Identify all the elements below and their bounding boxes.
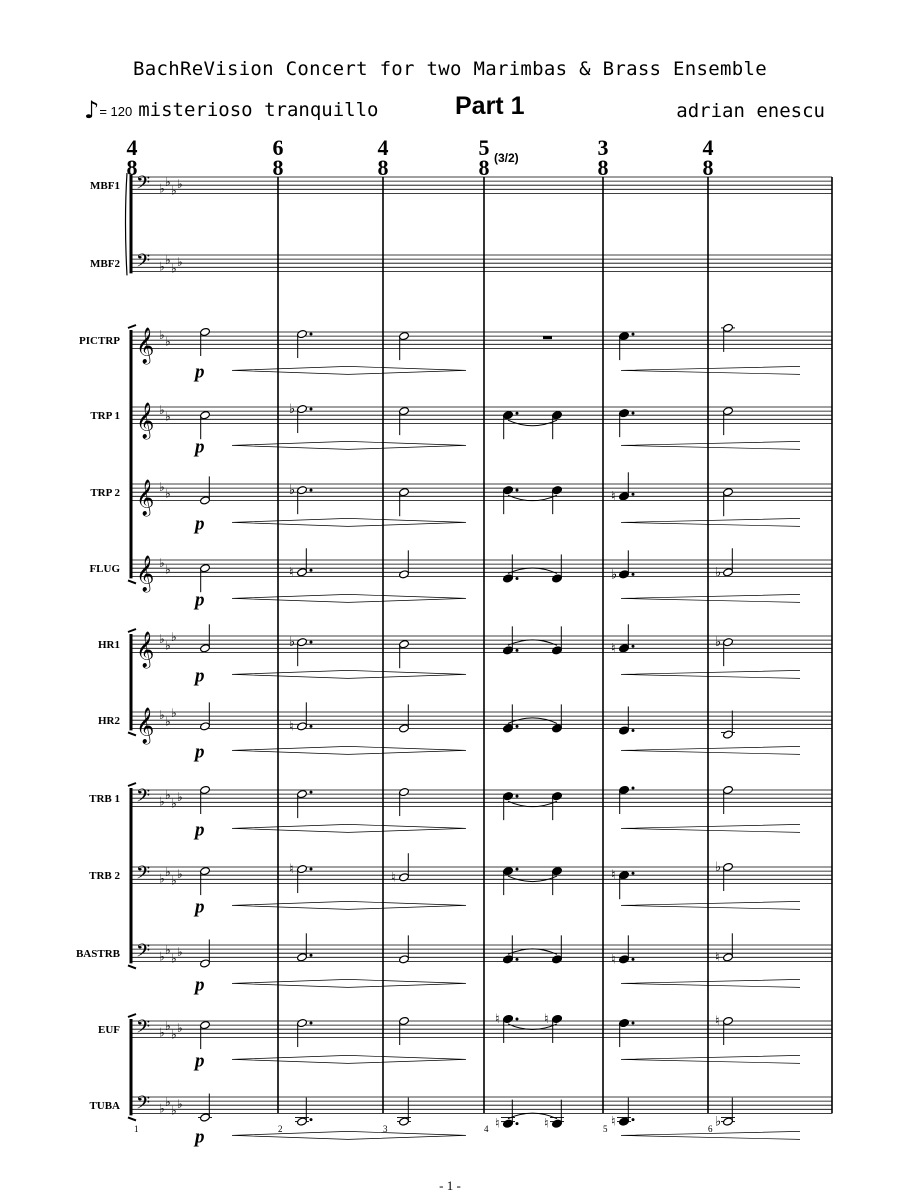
bracket-hook — [128, 580, 136, 583]
crescendo-hairpin — [232, 1131, 348, 1139]
tempo-value: = 120 — [99, 104, 133, 119]
note-head — [399, 873, 410, 882]
note-head — [297, 722, 308, 731]
flat-icon: ♭ — [165, 638, 171, 653]
crescendo-hairpin — [621, 670, 800, 678]
time-signature-denominator: 8 — [377, 155, 389, 180]
bass-clef-icon: 𝄢 — [136, 1093, 151, 1118]
flat-icon: ♭ — [715, 635, 722, 651]
dynamic-marking: p — [195, 361, 205, 383]
time-signature-denominator: 8 — [478, 155, 490, 180]
note-head — [723, 1016, 734, 1025]
decrescendo-hairpin — [348, 670, 466, 678]
note-head — [723, 488, 734, 497]
note-head — [200, 1021, 211, 1030]
decrescendo-hairpin — [348, 824, 466, 832]
note-head — [399, 955, 410, 964]
flat-icon: ♭ — [159, 708, 165, 723]
decrescendo-hairpin — [348, 594, 466, 602]
instrument-label: HR2 — [98, 715, 120, 728]
flat-icon: ♭ — [159, 556, 165, 571]
note-head — [552, 867, 563, 876]
note-head — [619, 492, 630, 501]
instrument-label: FLUG — [89, 563, 120, 576]
augmentation-dot — [516, 958, 519, 961]
bracket-hook — [128, 629, 136, 632]
natural-icon: ♮ — [715, 1014, 720, 1029]
composer-name: adrian enescu — [676, 100, 825, 122]
instrument-label: TRP 2 — [90, 487, 120, 500]
note-head — [399, 787, 410, 796]
note-head — [503, 792, 514, 801]
note-head — [297, 864, 308, 873]
measure-number: 5 — [603, 1124, 608, 1134]
dynamic-marking: p — [195, 1126, 205, 1148]
augmentation-dot — [516, 577, 519, 580]
crescendo-hairpin — [232, 366, 348, 374]
augmentation-dot — [310, 333, 313, 336]
natural-icon: ♮ — [289, 719, 294, 735]
note-head — [552, 792, 563, 801]
note-head — [723, 953, 734, 962]
natural-icon: ♮ — [715, 950, 720, 966]
flat-icon: ♭ — [165, 1019, 171, 1034]
crescendo-hairpin — [232, 518, 348, 526]
note-head — [619, 1117, 630, 1126]
flat-icon: ♭ — [159, 1101, 165, 1116]
flat-icon: ♭ — [159, 403, 165, 418]
time-signature-annotation: (3/2) — [494, 151, 519, 165]
decrescendo-hairpin — [348, 441, 466, 449]
flat-icon: ♭ — [159, 632, 165, 647]
augmentation-dot — [516, 649, 519, 652]
note-head — [297, 1117, 308, 1126]
note-head — [200, 867, 211, 876]
tempo-text: misterioso tranquillo — [138, 99, 379, 121]
flat-icon: ♭ — [171, 1103, 177, 1118]
note-head — [297, 790, 308, 799]
measure-number: 2 — [278, 1124, 283, 1134]
crescendo-hairpin — [232, 441, 348, 449]
flat-icon: ♭ — [165, 175, 171, 190]
bass-clef-icon: 𝄢 — [136, 1017, 151, 1042]
crescendo-hairpin — [621, 594, 800, 602]
augmentation-dot — [310, 954, 313, 957]
note-head — [723, 785, 734, 794]
note-head — [552, 646, 563, 655]
note-head — [297, 404, 308, 413]
decrescendo-hairpin — [348, 366, 466, 374]
crescendo-hairpin — [232, 824, 348, 832]
instrument-label: TRB 2 — [89, 870, 120, 883]
natural-icon: ♮ — [544, 1116, 549, 1132]
natural-icon: ♮ — [544, 1011, 549, 1027]
note-head — [399, 488, 410, 497]
note-head — [200, 411, 211, 420]
treble-clef-icon: 𝄞 — [136, 327, 155, 364]
note-head — [723, 730, 734, 739]
flat-icon: ♭ — [159, 949, 165, 964]
bass-clef-icon: 𝄢 — [136, 786, 151, 811]
note-head — [200, 644, 211, 653]
note-head — [503, 486, 514, 495]
dynamic-marking: p — [195, 819, 205, 841]
augmentation-dot — [310, 868, 313, 871]
time-signature-numerator: 4 — [126, 135, 138, 160]
bass-clef-icon: 𝄢 — [136, 863, 151, 888]
crescendo-hairpin — [621, 1055, 800, 1063]
augmentation-dot — [310, 641, 313, 644]
flat-icon: ♭ — [171, 951, 177, 966]
decrescendo-hairpin — [348, 746, 466, 754]
flat-icon: ♭ — [715, 565, 722, 581]
flat-icon: ♭ — [171, 706, 177, 721]
augmentation-dot — [632, 958, 635, 961]
flat-icon: ♭ — [177, 177, 183, 192]
augmentation-dot — [310, 1118, 313, 1121]
measure-number: 4 — [484, 1124, 489, 1134]
note-head — [200, 785, 211, 794]
natural-icon: ♮ — [611, 641, 616, 657]
flat-icon: ♭ — [171, 873, 177, 888]
bass-clef-icon: 𝄢 — [136, 251, 151, 276]
augmentation-dot — [310, 1022, 313, 1025]
augmentation-dot — [632, 493, 635, 496]
decrescendo-hairpin — [348, 901, 466, 909]
treble-clef-icon: 𝄞 — [136, 555, 155, 592]
instrument-label: TUBA — [89, 1100, 120, 1113]
note-head — [503, 574, 514, 583]
note-head — [297, 1018, 308, 1027]
instrument-label: EUF — [98, 1024, 120, 1037]
flat-icon: ♭ — [159, 259, 165, 274]
crescendo-hairpin — [621, 824, 800, 832]
time-signature-numerator: 3 — [597, 135, 609, 160]
dynamic-marking: p — [195, 1050, 205, 1072]
instrument-label: BASTRB — [75, 948, 120, 961]
crescendo-hairpin — [232, 746, 348, 754]
note-head — [503, 1014, 514, 1023]
augmentation-dot — [516, 1122, 519, 1125]
crescendo-hairpin — [621, 901, 800, 909]
time-signature-numerator: 4 — [377, 135, 389, 160]
flat-icon: ♭ — [177, 867, 183, 882]
flat-icon: ♭ — [289, 635, 296, 651]
instrument-label: TRP 1 — [90, 410, 120, 423]
note-head — [552, 574, 563, 583]
flat-icon: ♭ — [715, 1114, 722, 1130]
note-head — [399, 640, 410, 649]
flat-icon: ♭ — [177, 255, 183, 270]
note-head — [552, 411, 563, 420]
bass-clef-icon: 𝄢 — [136, 173, 151, 198]
flat-icon: ♭ — [159, 328, 165, 343]
natural-icon: ♮ — [289, 565, 294, 581]
crescendo-hairpin — [232, 901, 348, 909]
instrument-label: MBF1 — [90, 180, 120, 193]
crescendo-hairpin — [232, 670, 348, 678]
flat-icon: ♭ — [289, 402, 296, 418]
page-number: - 1 - — [439, 1178, 461, 1193]
note-head — [619, 1018, 630, 1027]
augmentation-dot — [310, 408, 313, 411]
time-signature-numerator: 6 — [272, 135, 284, 160]
note-head — [399, 1016, 410, 1025]
note-head — [503, 411, 514, 420]
note-head — [200, 564, 211, 573]
augmentation-dot — [632, 1022, 635, 1025]
flat-icon: ♭ — [165, 486, 171, 501]
measure-number: 3 — [383, 1124, 388, 1134]
bracket-hook — [128, 1117, 136, 1120]
flat-icon: ♭ — [611, 567, 618, 583]
note-head — [723, 1117, 734, 1126]
augmentation-dot — [516, 795, 519, 798]
note-head — [619, 332, 630, 341]
flat-icon: ♭ — [165, 714, 171, 729]
dynamic-marking: p — [195, 974, 205, 996]
time-signature-numerator: 5 — [478, 135, 490, 160]
augmentation-dot — [516, 489, 519, 492]
time-signature-numerator: 4 — [702, 135, 714, 160]
augmentation-dot — [310, 725, 313, 728]
eighth-note-icon: ♪ — [84, 96, 100, 124]
augmentation-dot — [310, 489, 313, 492]
dynamic-marking: p — [195, 665, 205, 687]
note-head — [619, 409, 630, 418]
note-head — [297, 568, 308, 577]
flat-icon: ♭ — [165, 1095, 171, 1110]
note-head — [297, 486, 308, 495]
augmentation-dot — [632, 1118, 635, 1121]
augmentation-dot — [632, 573, 635, 576]
flat-icon: ♭ — [165, 409, 171, 424]
flat-icon: ♭ — [159, 480, 165, 495]
bracket-hook — [128, 732, 136, 735]
instrument-label: PICTRP — [79, 335, 120, 348]
flat-icon: ♭ — [165, 253, 171, 268]
note-head — [503, 1119, 514, 1128]
natural-icon: ♮ — [391, 870, 396, 886]
note-head — [723, 407, 734, 416]
note-head — [200, 327, 211, 336]
note-head — [503, 955, 514, 964]
augmentation-dot — [632, 729, 635, 732]
flat-icon: ♭ — [171, 183, 177, 198]
half-rest-icon — [543, 336, 552, 339]
note-head — [552, 1119, 563, 1128]
flat-icon: ♭ — [171, 630, 177, 645]
note-head — [399, 724, 410, 733]
tie-arc — [508, 718, 557, 724]
measure-number: 1 — [134, 1124, 139, 1134]
flat-icon: ♭ — [171, 1027, 177, 1042]
time-signature-denominator: 8 — [702, 155, 714, 180]
bracket-hook — [128, 325, 136, 328]
note-head — [619, 644, 630, 653]
flat-icon: ♭ — [715, 860, 722, 875]
dynamic-marking: p — [195, 436, 205, 458]
instrument-label: TRB 1 — [89, 793, 120, 806]
augmentation-dot — [310, 791, 313, 794]
note-head — [297, 329, 308, 338]
note-head — [619, 726, 630, 735]
crescendo-hairpin — [621, 366, 800, 374]
note-head — [552, 486, 563, 495]
augmentation-dot — [516, 1017, 519, 1020]
note-head — [297, 638, 308, 647]
flat-icon: ♭ — [159, 181, 165, 196]
dynamic-marking: p — [195, 741, 205, 763]
decrescendo-hairpin — [348, 1055, 466, 1063]
crescendo-hairpin — [621, 518, 800, 526]
augmentation-dot — [516, 412, 519, 415]
natural-icon: ♮ — [611, 489, 616, 505]
note-head — [399, 407, 410, 416]
tie-arc — [508, 1113, 557, 1119]
note-head — [503, 724, 514, 733]
natural-icon: ♮ — [611, 952, 616, 968]
instrument-label: MBF2 — [90, 258, 120, 271]
augmentation-dot — [516, 868, 519, 871]
augmentation-dot — [632, 787, 635, 790]
natural-icon: ♮ — [611, 868, 616, 884]
crescendo-hairpin — [621, 746, 800, 754]
flat-icon: ♭ — [177, 945, 183, 960]
crescendo-hairpin — [621, 441, 800, 449]
note-head — [503, 646, 514, 655]
augmentation-dot — [310, 569, 313, 572]
note-head — [552, 724, 563, 733]
tie-arc — [508, 876, 557, 882]
treble-clef-icon: 𝄞 — [136, 479, 155, 516]
instrument-label: HR1 — [98, 639, 120, 652]
note-head — [297, 953, 308, 962]
bracket-hook — [128, 965, 136, 968]
note-head — [723, 568, 734, 577]
dynamic-marking: p — [195, 896, 205, 918]
flat-icon: ♭ — [165, 562, 171, 577]
decrescendo-hairpin — [348, 979, 466, 987]
natural-icon: ♮ — [289, 862, 294, 878]
treble-clef-icon: 𝄞 — [136, 707, 155, 744]
tie-arc — [508, 420, 557, 426]
crescendo-hairpin — [621, 979, 800, 987]
flat-icon: ♭ — [165, 334, 171, 349]
time-signature-denominator: 8 — [597, 155, 609, 180]
augmentation-dot — [516, 725, 519, 728]
augmentation-dot — [632, 645, 635, 648]
note-head — [552, 1014, 563, 1023]
note-head — [503, 867, 514, 876]
flat-icon: ♭ — [171, 796, 177, 811]
note-head — [200, 1113, 211, 1122]
bass-clef-icon: 𝄢 — [136, 941, 151, 966]
natural-icon: ♮ — [611, 1114, 616, 1130]
flat-icon: ♭ — [159, 794, 165, 809]
flat-icon: ♭ — [159, 1025, 165, 1040]
flat-icon: ♭ — [177, 790, 183, 805]
note-head — [723, 323, 734, 332]
note-head — [399, 1117, 410, 1126]
note-head — [399, 570, 410, 579]
note-head — [723, 638, 734, 647]
note-head — [552, 955, 563, 964]
treble-clef-icon: 𝄞 — [136, 631, 155, 668]
time-signature-denominator: 8 — [272, 155, 284, 180]
augmentation-dot — [632, 412, 635, 415]
flat-icon: ♭ — [177, 1021, 183, 1036]
dynamic-marking: p — [195, 589, 205, 611]
augmentation-dot — [632, 333, 635, 336]
treble-clef-icon: 𝄞 — [136, 402, 155, 439]
flat-icon: ♭ — [165, 865, 171, 880]
natural-icon: ♮ — [495, 1011, 500, 1027]
decrescendo-hairpin — [348, 518, 466, 526]
natural-icon: ♮ — [495, 1116, 500, 1132]
flat-icon: ♭ — [289, 483, 296, 499]
note-head — [619, 955, 630, 964]
note-head — [619, 785, 630, 794]
bracket-hook — [128, 1014, 136, 1017]
flat-icon: ♭ — [171, 261, 177, 276]
part-label: Part 1 — [455, 92, 525, 120]
augmentation-dot — [632, 872, 635, 875]
flat-icon: ♭ — [165, 943, 171, 958]
note-head — [200, 722, 211, 731]
score-title: BachReVision Concert for two Marimbas & Brass Ensemble — [133, 58, 767, 80]
note-head — [619, 871, 630, 880]
flat-icon: ♭ — [165, 788, 171, 803]
time-signature-denominator: 8 — [126, 155, 138, 180]
flat-icon: ♭ — [177, 1097, 183, 1112]
crescendo-hairpin — [232, 1055, 348, 1063]
brace — [126, 173, 128, 275]
crescendo-hairpin — [232, 979, 348, 987]
note-head — [200, 959, 211, 968]
note-head — [399, 332, 410, 341]
decrescendo-hairpin — [348, 1131, 466, 1139]
note-head — [723, 862, 734, 871]
note-head — [619, 570, 630, 579]
dynamic-marking: p — [195, 513, 205, 535]
note-head — [200, 496, 211, 505]
measure-number: 6 — [708, 1124, 713, 1134]
flat-icon: ♭ — [159, 871, 165, 886]
crescendo-hairpin — [232, 594, 348, 602]
bracket-hook — [128, 783, 136, 786]
